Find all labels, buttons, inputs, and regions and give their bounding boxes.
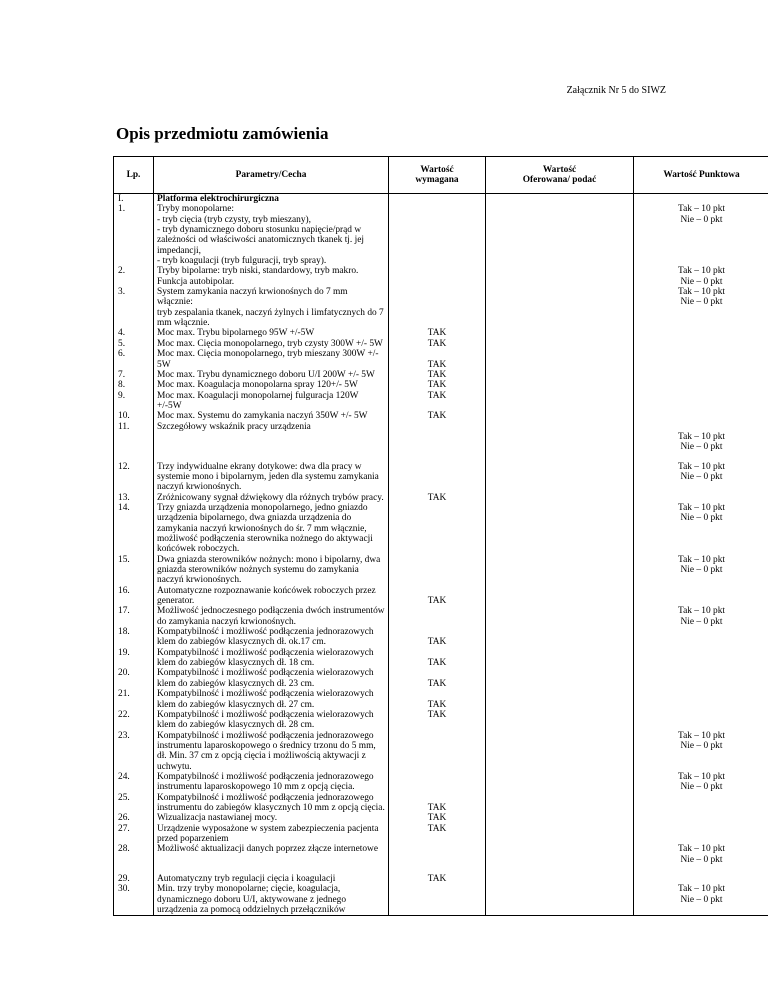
row-offered-value	[486, 555, 634, 586]
row-required-value: TAK	[389, 648, 486, 669]
row-points: Tak – 10 pkt Nie – 0 pkt	[634, 606, 768, 627]
table-row	[114, 772, 768, 793]
row-number: 23.	[114, 731, 154, 772]
row-points: Tak – 10 pkt Nie – 0 pkt	[634, 884, 768, 916]
row-required-value: TAK	[389, 380, 486, 390]
table-row	[114, 710, 768, 731]
row-points: Tak – 10 pkt Nie – 0 pkt	[634, 204, 768, 266]
spec-table	[113, 156, 768, 916]
row-parameter: Kompatybilność i możliwość podłączenia wielorazowych klem do zabiegów klasycznych dł. 28 cm.	[154, 710, 389, 731]
table-row	[114, 493, 768, 503]
row-number: 2.	[114, 266, 154, 287]
column-header-offered: Wartość Oferowana/ podać	[486, 157, 634, 194]
row-offered-value	[486, 824, 634, 845]
table-header-row	[114, 157, 768, 194]
table-row	[114, 668, 768, 689]
table-row	[114, 370, 768, 380]
row-number: 22.	[114, 710, 154, 731]
row-points	[634, 328, 768, 338]
row-required-value	[389, 194, 486, 205]
row-points: Tak – 10 pkt Nie – 0 pkt	[634, 287, 768, 328]
row-offered-value	[486, 884, 634, 916]
row-offered-value	[486, 287, 634, 328]
row-points: Tak – 10 pkt Nie – 0 pkt	[634, 503, 768, 555]
row-offered-value	[486, 586, 634, 607]
row-points	[634, 668, 768, 689]
row-parameter: Kompatybilność i możliwość podłączenia jednorazowych klem do zabiegów klasycznych dł. ok.17 cm.	[154, 627, 389, 648]
row-required-value: TAK	[389, 493, 486, 503]
row-required-value	[389, 266, 486, 287]
row-required-value: TAK	[389, 411, 486, 421]
table-row	[114, 411, 768, 421]
table-row	[114, 648, 768, 669]
row-parameter: Kompatybilność i możliwość podłączenia wielorazowych klem do zabiegów klasycznych dł. 23 cm.	[154, 668, 389, 689]
row-parameter: Moc max. Trybu dynamicznego doboru U/I 200W +/- 5W	[154, 370, 389, 380]
row-number: 26.	[114, 813, 154, 823]
row-required-value	[389, 204, 486, 266]
row-number: 6.	[114, 349, 154, 370]
row-number: 15.	[114, 555, 154, 586]
row-points: Tak – 10 pkt Nie – 0 pkt	[634, 422, 768, 453]
row-parameter: Automatyczny tryb regulacji cięcia i koagulacji	[154, 874, 389, 884]
row-required-value	[389, 772, 486, 793]
row-number: 7.	[114, 370, 154, 380]
attachment-label: Załącznik Nr 5 do SIWZ	[566, 85, 666, 96]
row-number: 30.	[114, 884, 154, 916]
row-required-value: TAK	[389, 586, 486, 607]
row-number: 10.	[114, 411, 154, 421]
row-offered-value	[486, 874, 634, 884]
row-number: 20.	[114, 668, 154, 689]
row-points	[634, 874, 768, 884]
row-required-value: TAK	[389, 668, 486, 689]
row-offered-value	[486, 422, 634, 453]
row-points	[634, 349, 768, 370]
row-parameter: Możliwość aktualizacji danych poprzez złącze internetowe	[154, 844, 389, 865]
row-required-value	[389, 606, 486, 627]
row-parameter: Kompatybilność i możliwość podłączenia jednorazowego instrumentu laparoskopowego o średnicy trzonu do 5 mm, dł. Min. 37 cm z opcją cięcia i możliwością aktywacji z uchwytu.	[154, 731, 389, 772]
table-row	[114, 194, 768, 205]
row-parameter: Trzy gniazda urządzenia monopolarnego, jedno gniazdo urządzenia bipolarnego, dwa gniazda urządzenia do zamykania naczyń krwionośnych do śr. 7 mm włącznie, możliwość podłączenia sterownika nożnego do aktywacji końcówek roboczych.	[154, 503, 389, 555]
row-offered-value	[486, 266, 634, 287]
row-required-value	[389, 844, 486, 865]
table-row	[114, 349, 768, 370]
row-offered-value	[486, 731, 634, 772]
column-header-points: Wartość Punktowa	[634, 157, 768, 194]
row-points: Tak – 10 pkt Nie – 0 pkt	[634, 266, 768, 287]
row-parameter: Trzy indywidualne ekrany dotykowe: dwa dla pracy w systemie mono i bipolarnym, jeden dla systemu zamykania naczyń krwionośnych.	[154, 462, 389, 493]
row-required-value: TAK	[389, 874, 486, 884]
row-points	[634, 824, 768, 845]
table-row	[114, 586, 768, 607]
table-row	[114, 731, 768, 772]
row-offered-value	[486, 349, 634, 370]
row-required-value: TAK	[389, 813, 486, 823]
row-points	[634, 391, 768, 412]
row-points: Tak – 10 pkt Nie – 0 pkt	[634, 731, 768, 772]
row-offered-value	[486, 710, 634, 731]
row-number: I.	[114, 194, 154, 205]
row-parameter: Możliwość jednoczesnego podłączenia dwóch instrumentów do zamykania naczyń krwionośnych.	[154, 606, 389, 627]
row-offered-value	[486, 668, 634, 689]
row-number: 11.	[114, 422, 154, 453]
row-offered-value	[486, 370, 634, 380]
row-required-value	[389, 884, 486, 916]
row-number: 9.	[114, 391, 154, 412]
row-required-value: TAK	[389, 627, 486, 648]
row-required-value: TAK	[389, 370, 486, 380]
table-row	[114, 266, 768, 287]
row-offered-value	[486, 503, 634, 555]
table-row	[114, 380, 768, 390]
row-points	[634, 411, 768, 421]
column-header-required: Wartość wymagana	[389, 157, 486, 194]
row-parameter: Automatyczne rozpoznawanie końcówek roboczych przez generator.	[154, 586, 389, 607]
row-points	[634, 194, 768, 205]
row-required-value: TAK	[389, 349, 486, 370]
row-required-value	[389, 731, 486, 772]
row-points	[634, 689, 768, 710]
row-offered-value	[486, 462, 634, 493]
row-points	[634, 710, 768, 731]
row-offered-value	[486, 772, 634, 793]
row-parameter: Szczegółowy wskaźnik pracy urządzenia	[154, 422, 389, 453]
table-spacer	[114, 453, 768, 462]
column-header-param: Parametry/Cecha	[154, 157, 389, 194]
row-number: 21.	[114, 689, 154, 710]
row-number: 8.	[114, 380, 154, 390]
row-parameter: Moc max. Cięcia monopolarnego, tryb czysty 300W +/- 5W	[154, 339, 389, 349]
table-spacer	[114, 865, 768, 874]
row-number: 19.	[114, 648, 154, 669]
table-row	[114, 462, 768, 493]
row-required-value: TAK	[389, 824, 486, 845]
row-parameter: Wizualizacja nastawianej mocy.	[154, 813, 389, 823]
table-row	[114, 844, 768, 865]
row-number: 28.	[114, 844, 154, 865]
table-row	[114, 874, 768, 884]
row-number: 4.	[114, 328, 154, 338]
row-offered-value	[486, 793, 634, 814]
row-required-value	[389, 462, 486, 493]
row-number: 5.	[114, 339, 154, 349]
row-offered-value	[486, 380, 634, 390]
row-required-value	[389, 287, 486, 328]
row-parameter: Platforma elektrochirurgiczna	[154, 194, 389, 205]
row-offered-value	[486, 493, 634, 503]
spec-table-container	[113, 156, 768, 916]
row-number: 13.	[114, 493, 154, 503]
column-header-lp: Lp.	[114, 157, 154, 194]
table-row	[114, 328, 768, 338]
row-required-value	[389, 555, 486, 586]
row-points: Tak – 10 pkt Nie – 0 pkt	[634, 844, 768, 865]
table-row	[114, 884, 768, 916]
row-number: 16.	[114, 586, 154, 607]
table-row	[114, 627, 768, 648]
row-number: 1.	[114, 204, 154, 266]
row-number: 18.	[114, 627, 154, 648]
row-parameter: Kompatybilność i możliwość podłączenia wielorazowych klem do zabiegów klasycznych dł. 18 cm.	[154, 648, 389, 669]
table-row	[114, 287, 768, 328]
row-parameter: Dwa gniazda sterowników nożnych: mono i bipolarny, dwa gniazda sterowników nożnych systemu do zamykania naczyń krwionośnych.	[154, 555, 389, 586]
page-title: Opis przedmiotu zamówienia	[116, 124, 329, 143]
row-points	[634, 648, 768, 669]
row-offered-value	[486, 204, 634, 266]
table-row	[114, 606, 768, 627]
table-row	[114, 339, 768, 349]
row-parameter: Moc max. Cięcia monopolarnego, tryb mieszany 300W +/- 5W	[154, 349, 389, 370]
row-offered-value	[486, 627, 634, 648]
row-parameter: Kompatybilność i możliwość podłączenia wielorazowych klem do zabiegów klasycznych dł. 27 cm.	[154, 689, 389, 710]
row-parameter: Tryby monopolarne: - tryb cięcia (tryb czysty, tryb mieszany), - tryb dynamicznego doboru stosunku napięcie/prąd w zależności od właściwości anatomicznych tkanek tj. jej impedancji, - tryb koagulacji (tryb fulguracji, tryb spray).	[154, 204, 389, 266]
table-row	[114, 813, 768, 823]
row-offered-value	[486, 339, 634, 349]
row-offered-value	[486, 844, 634, 865]
row-parameter: Urządzenie wyposażone w system zabezpieczenia pacjenta przed poparzeniem	[154, 824, 389, 845]
row-points	[634, 793, 768, 814]
row-number: 14.	[114, 503, 154, 555]
row-parameter: Kompatybilność i możliwość podłączenia jednorazowego instrumentu laparoskopowego 10 mm z opcją cięcia.	[154, 772, 389, 793]
row-points	[634, 370, 768, 380]
row-points	[634, 627, 768, 648]
row-parameter: Kompatybilność i możliwość podłączenia jednorazowego instrumentu do zabiegów klasycznych 10 mm z opcją cięcia.	[154, 793, 389, 814]
row-required-value: TAK	[389, 328, 486, 338]
row-parameter: System zamykania naczyń krwionośnych do 7 mm włącznie: tryb zespalania tkanek, naczyń żylnych i limfatycznych do 7 mm włącznie.	[154, 287, 389, 328]
row-offered-value	[486, 194, 634, 205]
table-row	[114, 422, 768, 453]
table-row	[114, 689, 768, 710]
row-offered-value	[486, 411, 634, 421]
table-row	[114, 793, 768, 814]
row-required-value	[389, 422, 486, 453]
row-number: 24.	[114, 772, 154, 793]
row-number: 17.	[114, 606, 154, 627]
table-row	[114, 391, 768, 412]
table-row	[114, 555, 768, 586]
row-parameter: Moc max. Koagulacji monopolarnej fulguracja 120W +/-5W	[154, 391, 389, 412]
row-offered-value	[486, 328, 634, 338]
row-parameter: Moc max. Trybu bipolarnego 95W +/-5W	[154, 328, 389, 338]
table-row	[114, 503, 768, 555]
table-row	[114, 204, 768, 266]
row-offered-value	[486, 689, 634, 710]
row-points: Tak – 10 pkt Nie – 0 pkt	[634, 462, 768, 493]
row-parameter: Moc max. Systemu do zamykania naczyń 350W +/- 5W	[154, 411, 389, 421]
row-required-value: TAK	[389, 689, 486, 710]
row-points	[634, 493, 768, 503]
row-parameter: Min. trzy tryby monopolarne; cięcie, koagulacja, dynamicznego doboru U/I, aktywowane z jednego urządzenia za pomocą oddzielnych przełączników	[154, 884, 389, 916]
row-required-value: TAK	[389, 710, 486, 731]
row-required-value: TAK	[389, 391, 486, 412]
row-number: 27.	[114, 824, 154, 845]
row-parameter: Zróżnicowany sygnał dźwiękowy dla różnych trybów pracy.	[154, 493, 389, 503]
row-required-value: TAK	[389, 339, 486, 349]
row-required-value: TAK	[389, 793, 486, 814]
row-number: 12.	[114, 462, 154, 493]
row-number: 25.	[114, 793, 154, 814]
row-offered-value	[486, 813, 634, 823]
row-offered-value	[486, 606, 634, 627]
row-points	[634, 339, 768, 349]
table-row	[114, 824, 768, 845]
row-parameter: Moc max. Koagulacja monopolarna spray 120+/- 5W	[154, 380, 389, 390]
row-number: 3.	[114, 287, 154, 328]
row-points	[634, 813, 768, 823]
row-points: Tak – 10 pkt Nie – 0 pkt	[634, 772, 768, 793]
row-offered-value	[486, 391, 634, 412]
row-number: 29.	[114, 874, 154, 884]
row-points	[634, 586, 768, 607]
row-required-value	[389, 503, 486, 555]
row-points	[634, 380, 768, 390]
row-parameter: Tryby bipolarne: tryb niski, standardowy, tryb makro. Funkcja autobipolar.	[154, 266, 389, 287]
row-points: Tak – 10 pkt Nie – 0 pkt	[634, 555, 768, 586]
row-offered-value	[486, 648, 634, 669]
